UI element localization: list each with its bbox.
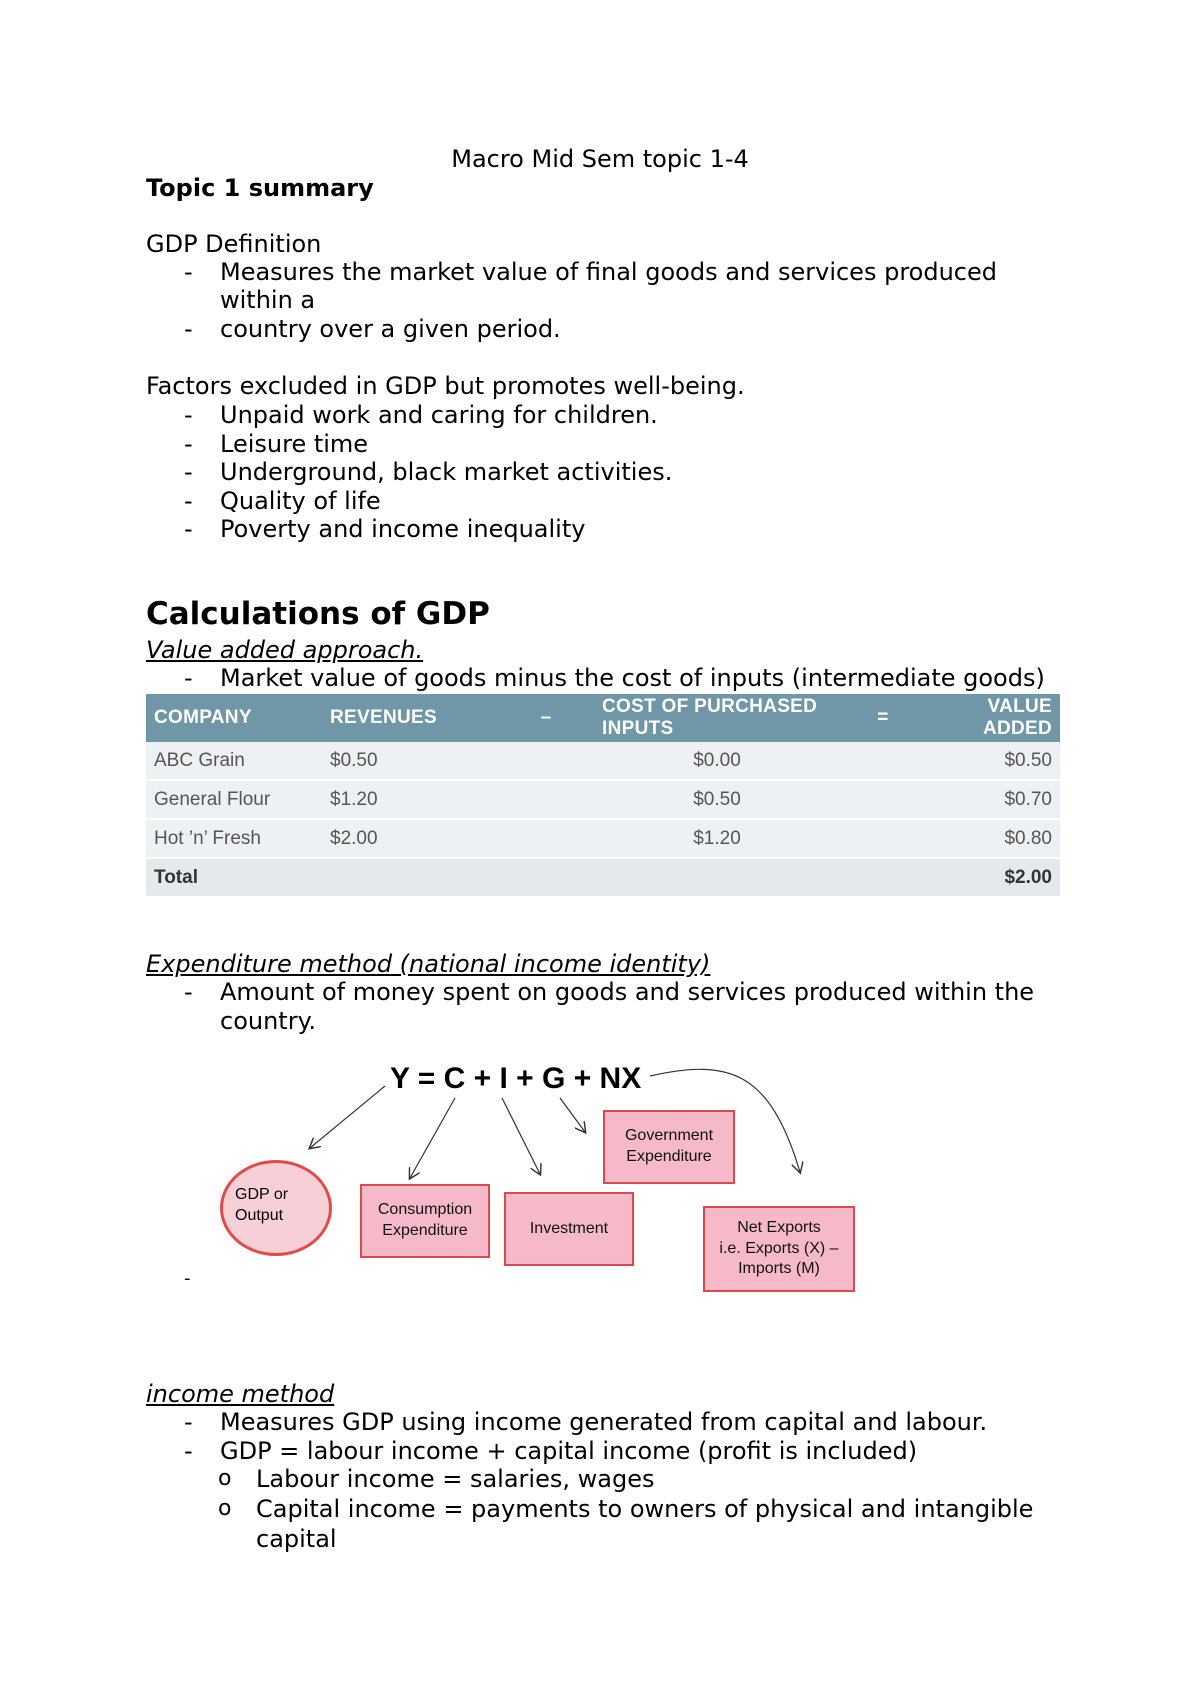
income-item: Measures GDP using income generated from capital and labour. bbox=[220, 1408, 988, 1436]
arrow-to-consumption bbox=[410, 1098, 455, 1178]
value-added-table bbox=[146, 694, 1060, 898]
table-row bbox=[146, 819, 1060, 858]
income-sub-item: Capital income = payments to owners of physical and intangible bbox=[256, 1495, 1034, 1523]
gdp-definition-item: country over a given period. bbox=[220, 315, 561, 343]
cell-cost: $1.20 bbox=[594, 819, 840, 858]
bullet-dash: - bbox=[184, 664, 193, 692]
cell-revenue: $0.50 bbox=[322, 742, 498, 780]
table-total-row bbox=[146, 858, 1060, 897]
government-label-line: Expenditure bbox=[626, 1148, 712, 1165]
table-row bbox=[146, 742, 1060, 780]
factors-item: Unpaid work and caring for children. bbox=[220, 401, 658, 429]
gdp-output-circle bbox=[220, 1160, 332, 1256]
cell-value: $0.50 bbox=[926, 742, 1060, 780]
factors-item: Leisure time bbox=[220, 430, 369, 458]
bullet-dash: - bbox=[184, 401, 193, 429]
bullet-dash: - bbox=[184, 978, 193, 1006]
header-revenues: REVENUES bbox=[322, 694, 498, 742]
income-heading: income method bbox=[146, 1380, 335, 1408]
cell-company: Hot ’n’ Fresh bbox=[146, 819, 322, 858]
cell-value: $0.80 bbox=[926, 819, 1060, 858]
government-label-line: Government bbox=[624, 1127, 714, 1145]
expenditure-diagram bbox=[210, 1062, 860, 1292]
factors-item: Quality of life bbox=[220, 487, 381, 515]
income-sub-item: Labour income = salaries, wages bbox=[256, 1465, 655, 1493]
consumption-box bbox=[360, 1184, 490, 1258]
income-item: GDP = labour income + capital income (profit is included) bbox=[220, 1437, 918, 1465]
factors-item: Underground, black market activities. bbox=[220, 458, 673, 486]
gdp-definition-item: Measures the market value of final goods and services produced bbox=[220, 258, 997, 286]
factors-item: Poverty and income inequality bbox=[220, 515, 586, 543]
table-row bbox=[146, 780, 1060, 819]
bullet-dash: - bbox=[184, 430, 193, 458]
expenditure-item: country. bbox=[220, 1007, 316, 1035]
cell-value: $0.70 bbox=[926, 780, 1060, 819]
value-added-heading: Value added approach. bbox=[146, 636, 424, 664]
table-header-row bbox=[146, 694, 1060, 742]
gdp-definition-heading: GDP Definition bbox=[146, 230, 322, 258]
bullet-dash: - bbox=[184, 315, 193, 343]
bullet-dash: - bbox=[184, 1437, 193, 1465]
arrow-to-investment bbox=[502, 1098, 540, 1174]
gdp-label-line: Output bbox=[235, 1206, 284, 1224]
bullet-dash: - bbox=[184, 515, 193, 543]
bullet-dash: - bbox=[184, 458, 193, 486]
bullet-circle: o bbox=[218, 1466, 232, 1491]
arrow-to-government bbox=[560, 1098, 585, 1132]
expenditure-item: Amount of money spent on goods and services produced within the bbox=[220, 978, 1035, 1006]
net-exports-label-line: Net Exports bbox=[737, 1218, 821, 1236]
cell-cost: $0.50 bbox=[594, 780, 840, 819]
bullet-dash: - bbox=[184, 487, 193, 515]
cell-revenue: $2.00 bbox=[322, 819, 498, 858]
cell-company: ABC Grain bbox=[146, 742, 322, 780]
expenditure-equation: Y = C + I + G + NX bbox=[390, 1062, 642, 1095]
consumption-label-line: Expenditure bbox=[382, 1222, 468, 1239]
gdp-definition-item: within a bbox=[220, 286, 316, 314]
header-minus: – bbox=[498, 694, 594, 742]
net-exports-box bbox=[703, 1206, 855, 1292]
header-company: COMPANY bbox=[146, 694, 322, 742]
document-title: Macro Mid Sem topic 1-4 bbox=[451, 145, 749, 173]
calculations-heading: Calculations of GDP bbox=[146, 596, 490, 632]
cell-total-value: $2.00 bbox=[926, 858, 1060, 897]
cell-total-label: Total bbox=[146, 858, 322, 897]
cell-company: General Flour bbox=[146, 780, 322, 819]
bullet-circle: o bbox=[218, 1496, 232, 1521]
bullet-dash: - bbox=[184, 1408, 193, 1436]
cell-cost: $0.00 bbox=[594, 742, 840, 780]
consumption-label-line: Consumption bbox=[377, 1201, 473, 1219]
header-cost: COST OF PURCHASED INPUTS bbox=[594, 694, 840, 742]
topic1-heading: Topic 1 summary bbox=[146, 174, 374, 202]
income-sub-item: capital bbox=[256, 1525, 337, 1553]
bullet-dash: - bbox=[184, 1268, 191, 1289]
net-exports-label-line: i.e. Exports (X) – bbox=[719, 1239, 839, 1257]
bullet-dash: - bbox=[184, 258, 193, 286]
arrow-to-gdp bbox=[310, 1086, 385, 1148]
government-box bbox=[603, 1110, 735, 1184]
expenditure-heading: Expenditure method (national income identity) bbox=[146, 950, 711, 978]
net-exports-label-line: Imports (M) bbox=[738, 1260, 820, 1278]
cell-revenue: $1.20 bbox=[322, 780, 498, 819]
header-equals: = bbox=[840, 694, 926, 742]
header-value-added: VALUE ADDED bbox=[926, 694, 1060, 742]
factors-heading: Factors excluded in GDP but promotes well-being. bbox=[146, 372, 745, 400]
gdp-label-line: GDP or bbox=[235, 1186, 289, 1203]
value-added-item: Market value of goods minus the cost of inputs (intermediate goods) bbox=[220, 664, 1045, 692]
investment-box: Investment bbox=[504, 1192, 634, 1266]
